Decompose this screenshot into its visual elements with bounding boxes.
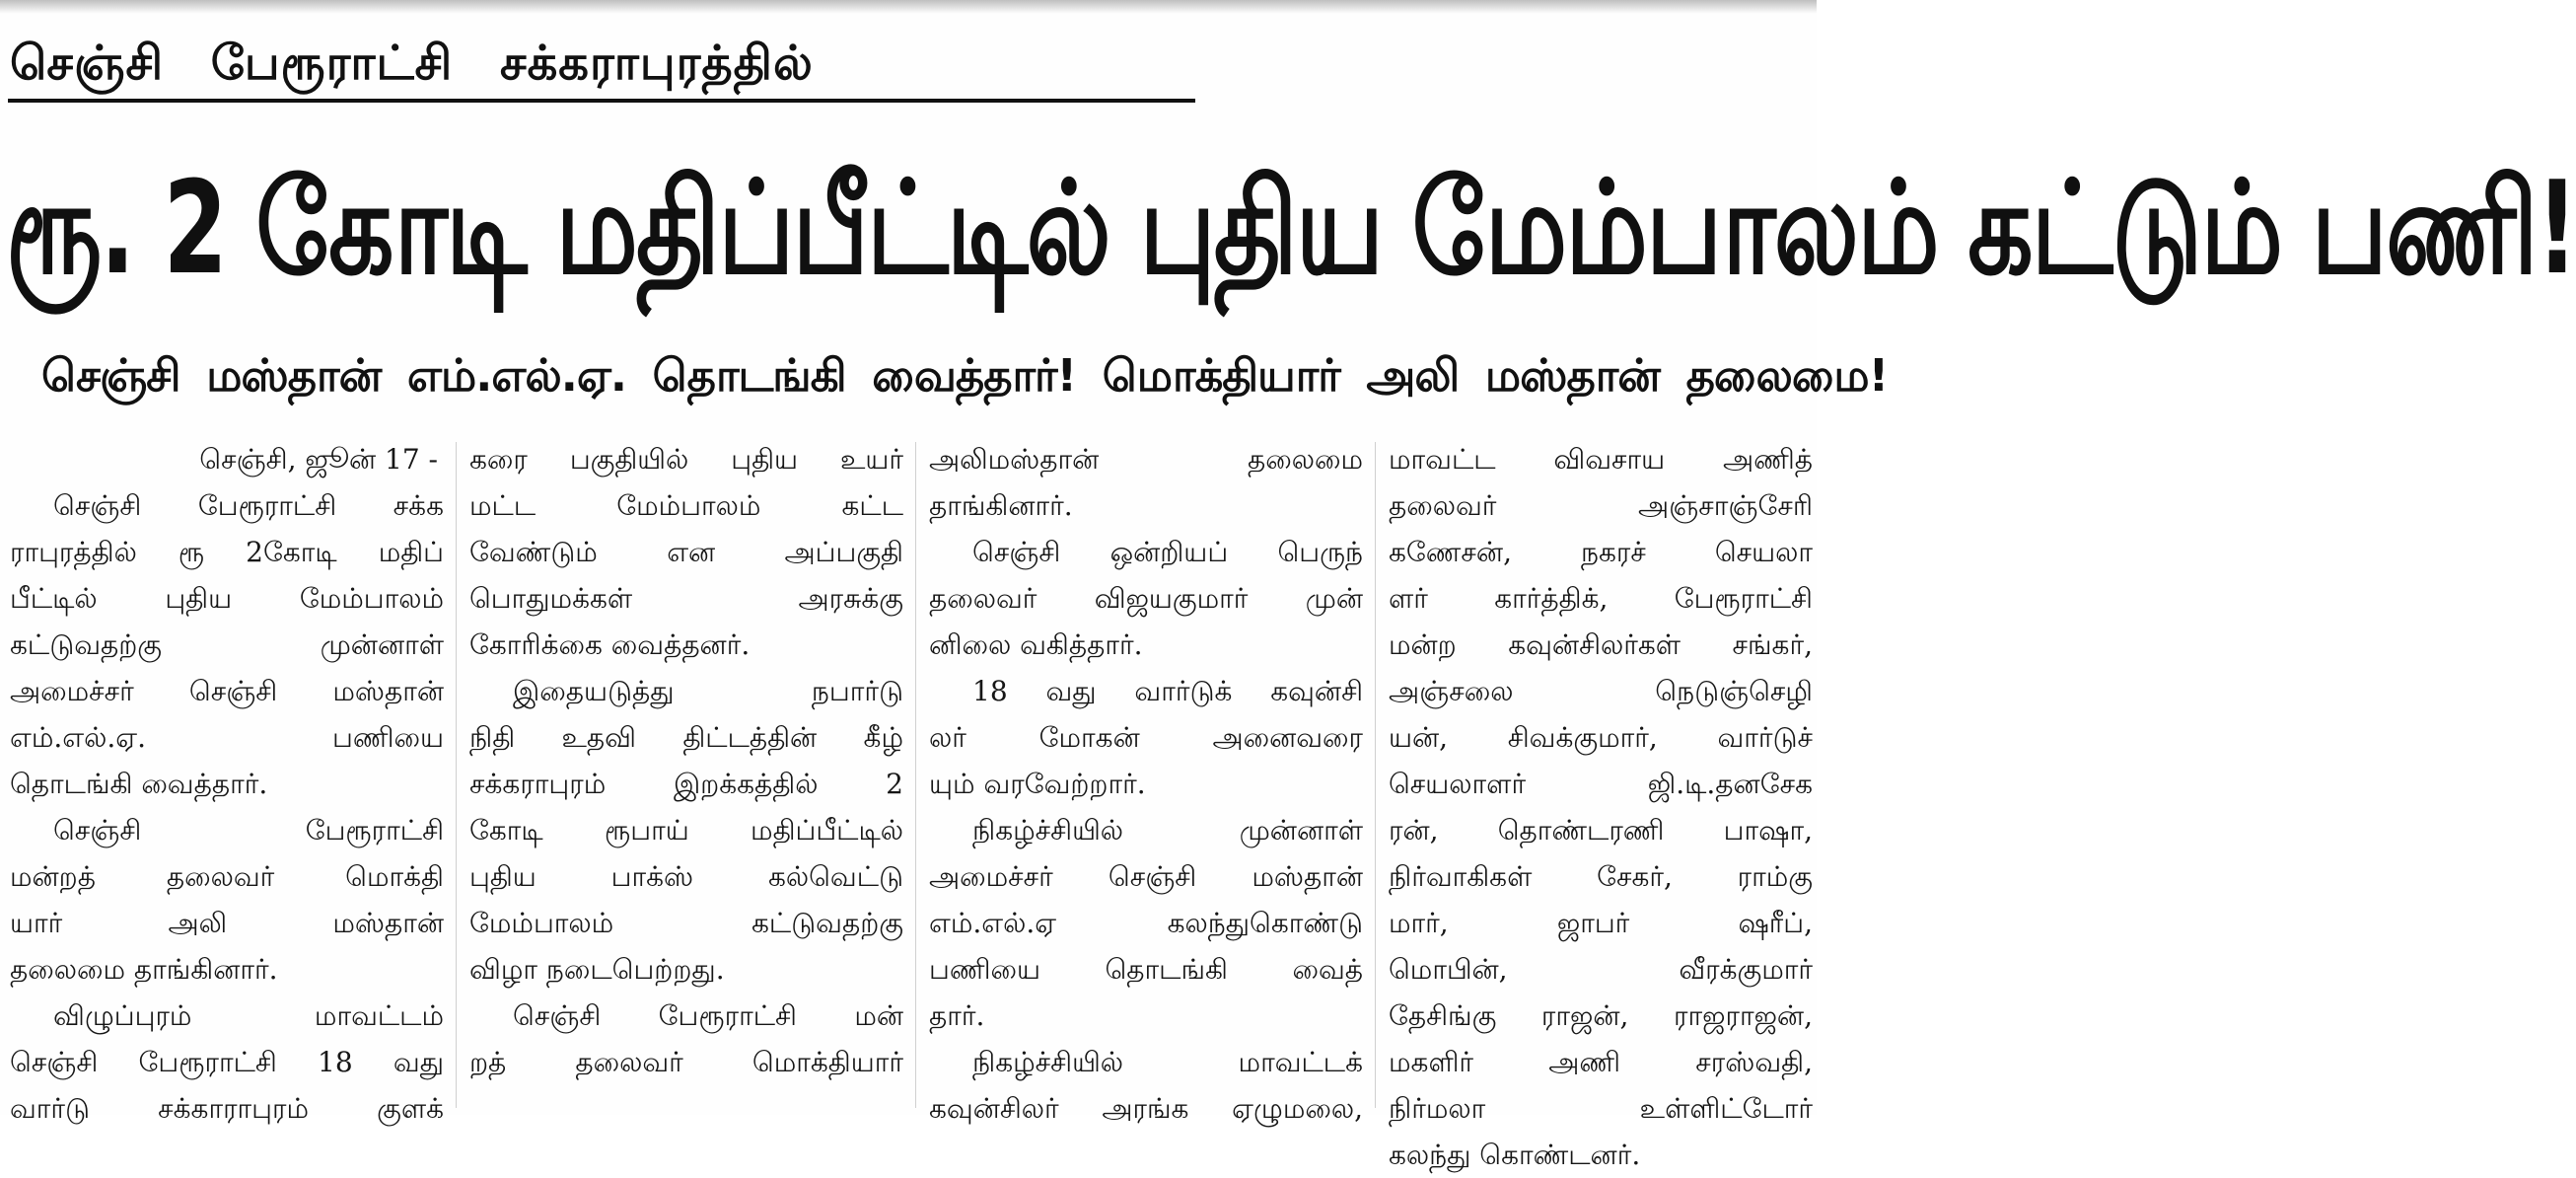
body-line: மாவட்ட விவசாய அணித்	[1389, 443, 1813, 476]
body-line: நிகழ்ச்சியில் முன்னாள்	[972, 814, 1363, 847]
body-line: நிர்மலா உள்ளிட்டோர்	[1389, 1092, 1813, 1125]
article-kicker: செஞ்சி பேரூராட்சி சக்கராபுரத்தில்	[10, 36, 814, 91]
body-line: மன்றத் தலைவர் மொக்தி	[10, 860, 444, 893]
body-line: தலைவர் அஞ்சாஞ்சேரி	[1389, 489, 1813, 522]
body-line: செஞ்சி பேரூராட்சி சக்க	[53, 489, 444, 522]
body-line: இதையடுத்து நபார்டு	[513, 675, 903, 707]
body-line: மட்ட மேம்பாலம் கட்ட	[469, 489, 903, 522]
dateline: செஞ்சி, ஜூன் 17 -	[199, 443, 438, 476]
body-line: அஞ்சலை நெடுஞ்செழி	[1389, 675, 1813, 707]
article-headline: ரூ. 2 கோடி மதிப்பீட்டில் புதிய மேம்பாலம் கட்டும் பணி!	[6, 152, 2576, 304]
article-column-3	[929, 436, 1363, 1125]
body-line: தலைமை தாங்கினார்.	[10, 953, 278, 986]
body-line: கோரிக்கை வைத்தனர்.	[469, 628, 751, 661]
body-line: யும் வரவேற்றார்.	[929, 768, 1146, 800]
body-line: கணேசன், நகரச் செயலா	[1389, 536, 1813, 568]
body-line: ரன், தொண்டரணி பாஷா,	[1389, 814, 1813, 847]
body-line: தேசிங்கு ராஜன், ராஜராஜன்,	[1389, 999, 1813, 1032]
body-line: எம்.எல்.ஏ கலந்துகொண்டு	[929, 907, 1363, 939]
body-line: செஞ்சி பேரூராட்சி 18 வது	[10, 1046, 444, 1078]
article-body	[0, 436, 1817, 1171]
article-column-1	[10, 436, 444, 1125]
body-line: கரை பகுதியில் புதிய உயர்	[469, 443, 903, 476]
body-line: பொதுமக்கள் அரசுக்கு	[469, 582, 903, 615]
body-line: நிர்வாகிகள் சேகர், ராம்கு	[1389, 860, 1813, 893]
body-line: நிதி உதவி திட்டத்தின் கீழ்	[469, 721, 903, 754]
article-column-4	[1389, 436, 1813, 1171]
article-subhead: செஞ்சி மஸ்தான் எம்.எல்.ஏ. தொடங்கி வைத்தார்! மொக்தியார் அலி மஸ்தான் தலைமை!	[41, 349, 1889, 402]
body-line: புதிய பாக்ஸ் கல்வெட்டு	[469, 860, 903, 893]
body-line: அமைச்சர் செஞ்சி மஸ்தான்	[10, 675, 444, 707]
body-line: சக்கராபுரம் இறக்கத்தில் 2	[469, 768, 903, 800]
body-line: கோடி ரூபாய் மதிப்பீட்டில்	[469, 814, 903, 847]
body-line: தாங்கினார்.	[929, 489, 1073, 522]
body-line: லர் மோகன் அனைவரை	[929, 721, 1363, 754]
body-line: ராபுரத்தில் ரூ 2கோடி மதிப்	[10, 536, 444, 568]
body-line: வார்டு சக்காராபுரம் குளக்	[10, 1092, 444, 1125]
body-line: ளர் கார்த்திக், பேரூராட்சி	[1389, 582, 1813, 615]
top-edge-strip	[0, 0, 1817, 14]
body-line: மேம்பாலம் கட்டுவதற்கு	[469, 907, 903, 939]
body-line: மகளிர் அணி சரஸ்வதி,	[1389, 1046, 1813, 1078]
body-line: செயலாளர் ஜி.டி.தனசேக	[1389, 768, 1813, 800]
body-line: யார் அலி மஸ்தான்	[10, 907, 444, 939]
body-line: தொடங்கி வைத்தார்.	[10, 768, 268, 800]
body-line: றத் தலைவர் மொக்தியார்	[469, 1046, 903, 1078]
body-line: மார், ஜாபர் ஷரீப்,	[1389, 907, 1813, 939]
body-line: யன், சிவக்குமார், வார்டுச்	[1389, 721, 1813, 754]
body-line: கட்டுவதற்கு முன்னாள்	[10, 628, 444, 661]
body-line: செஞ்சி பேரூராட்சி	[53, 814, 444, 847]
body-line: விழா நடைபெற்றது.	[469, 953, 725, 986]
body-line: தார்.	[929, 999, 985, 1032]
body-line: செஞ்சி ஒன்றியப் பெருந்	[972, 536, 1363, 568]
body-line: தலைவர் விஜயகுமார் முன்	[929, 582, 1363, 615]
body-line: பணியை தொடங்கி வைத்	[929, 953, 1363, 986]
body-line: மொபின், வீரக்குமார்	[1389, 953, 1813, 986]
body-line: விழுப்புரம் மாவட்டம்	[53, 999, 444, 1032]
article-column-2	[469, 436, 903, 1115]
body-line: கலந்து கொண்டனர்.	[1389, 1139, 1641, 1171]
body-line: 18 வது வார்டுக் கவுன்சி	[972, 675, 1363, 707]
body-line: வேண்டும் என அப்பகுதி	[469, 536, 903, 568]
kicker-underline	[8, 99, 1195, 103]
body-line: அமைச்சர் செஞ்சி மஸ்தான்	[929, 860, 1363, 893]
body-line: எம்.எல்.ஏ. பணியை	[10, 721, 444, 754]
body-line: னிலை வகித்தார்.	[929, 628, 1143, 661]
body-line: நிகழ்ச்சியில் மாவட்டக்	[972, 1046, 1363, 1078]
body-line: செஞ்சி பேரூராட்சி மன்	[513, 999, 903, 1032]
body-line: கவுன்சிலர் அரங்க ஏழுமலை,	[929, 1092, 1363, 1125]
body-line: மன்ற கவுன்சிலர்கள் சங்கர்,	[1389, 628, 1813, 661]
body-line: அலிமஸ்தான் தலைமை	[929, 443, 1363, 476]
body-line: பீட்டில் புதிய மேம்பாலம்	[10, 582, 444, 615]
